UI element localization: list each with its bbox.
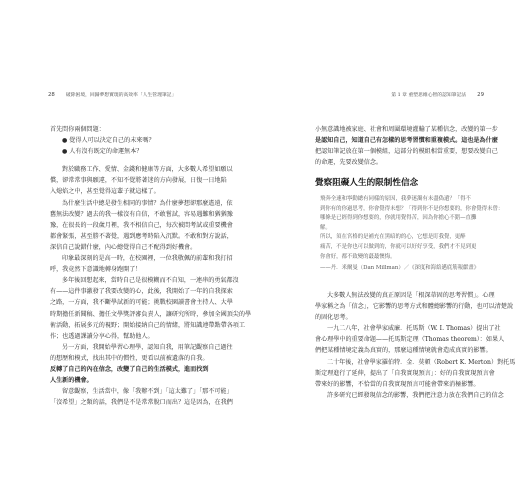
text-line: 把認知筆記放在第一個模組，這部分的模組相當重要，想要改變自己 [315,148,498,156]
quote-line: 到你有的你過思考，你會覺得未想？「得到你不是你想要的，你會覺得未曾： [320,205,504,212]
text-line: 都會緊張，甚至勝不著覺，遇到應考時陷入沉默。不敢和對方說話， [50,232,233,240]
text-line: 另一方面，我開始學習心理學，認知自我，用筆記觀察自己過往 [62,343,233,351]
text-line: 償，卻常常事與願違，不知不覺將著迷的方向發展，日復一日地陷 [50,177,227,185]
text-line: 一九二八年，社會學家威廉．托馬斯（W. I. Thomas）提出了社 [327,325,501,333]
quote-line: 哪條是已經得到你想要的，你就用覺得苦，因為你擔心不錯—直攤 [320,215,477,222]
text-line: 有——這件事激發了我要改變的心，此後，我開始了一年的自我探索 [50,288,233,296]
text-line: 帶來好的影響，不恰當的自我實現預言可能會帶來消極影響。 [315,380,480,388]
text-line: 留意觀察，生活當中，像「我辦不到」「這太難了」「那不可能」 [62,388,233,396]
text-line: 「沒希望」之類的話，我們是不是常常脫口而出？這是因為，在我們 [50,399,233,407]
right-page-number: 29 [477,92,484,98]
text-line: 深信自己說錯什麼，內心總覺得自己不配得到好機會。 [50,243,197,251]
text-line-emphasis: 是認知自己，知道自己有怎樣的思考習慣和重複模式。這也是為什麼 [315,137,498,145]
right-bottom-text [315,290,515,401]
quote-attribution: ——丹．米爾曼（Dan Millman）／《深度和海絡邁底筋報獻畫》 [320,265,480,272]
quote-line: 你會好，都不致變的蕞蕞懊悔。 [320,253,396,260]
right-running-head-title: 第 1 章 重塑思維心智的認知筆記法 [391,93,467,98]
text-line: 對於職務工作、愛情、金錢和健康等方面，大多數人希望如願以 [62,166,233,174]
text-line: 的固化思考。 [315,314,352,322]
left-body-text [50,124,251,408]
bullet-item: ● 覺得人可以決定自己的未來嗎？ [62,137,155,145]
text-line: 學家稱之為「信念」，它影響的思考方式和體總影響的行動，也可以清楚說 [315,303,514,311]
text-line: 多年後回想起來，當時自己是很模糊而不自知，一連串的勇氣都沒 [62,277,239,285]
text-line: 的命運，先要改變信念。 [315,159,383,167]
quote-line: 痛苦，不是你也可以做到的，你就可以好好享受，我們才不見到更 [320,243,477,250]
text-line: 的想歷和模式，找出其中的慣性，更看以前被遺落的自我。 [50,354,209,362]
right-top-text [315,124,498,168]
text-line: 舊無法改變？過去的我一樣沒有自信，不敢嘗試，容易遇難和猶猶豫 [50,210,233,218]
text-line: 為什麼生活中總是發生相同的事情？為什麼夢想卻那麼遙遠，依 [62,199,233,207]
right-running-header [391,90,484,100]
quote-line: 所以，須在宮格的是補充在黑暗的的心，它想是盯我覺，更醉 [320,234,466,241]
bullet-item: ● 人有沒有既定的命運無本？ [62,148,143,156]
text-line: 許多研究已經發現信念的影響，我們把注意力放在我們自己的信念 [327,391,504,399]
text-line-emphasis: 人生新的機會。 [50,377,93,385]
block-quote [320,195,503,274]
text-line: 印象最深刻的是高一時，在校園裡，一位我敬佩的前輩和我打招 [62,255,233,263]
text-line: 大多數人無法改變的真正原因是「根深蒂固的思考習慣」。心理 [327,292,495,299]
text-line: 之路，一方面，我不斷學試新的可能；挑戰校園讀書會主持人、大學 [50,299,233,307]
text-line: 們把某種情境定義為真實的，那麼這種情境就會造成真實的影響。 [315,347,492,355]
text-line: 斯定理進行了延伸，提出了「自我實現預言」：好的自我實現預言會 [315,369,495,377]
quote-line: 解。 [320,224,331,231]
left-running-header [48,90,176,100]
section-heading: 覺察阻礙人生的限制性信念 [315,178,419,188]
text-line: 二十年後，社會學家羅伯特．金．莫頓（Robert K. Merton）對托馬 [327,358,516,366]
quote-line: 飛奔全速和寧動總有同樣的原因，我夢迷濁有未盡偽遺？「得不 [320,196,471,202]
text-line: 小無意識地被家庭、社會和周圍環境灌輸了某種信念，改變的第一步 [315,126,498,133]
text-line: 首先問你兩個問題： [50,126,105,133]
text-line: 時期擔任新聞稿、擔任文學獎評審負責人，讓研究所時，參加全國頂尖的學 [50,310,252,318]
text-line: 會心理學中的重要命題——托馬斯定理（Thomas theorem）：如果人 [315,336,505,344]
text-line: 術活動，拓展多元的視野；開始接納自己的情緒，將知識連帶點帶各項工 [50,321,245,329]
text-line: 豫，在很長的一段歲月裡，我不相信自己，每次被問考試或重要機會 [50,221,233,229]
text-line: 作；也透過課讀分享心得，幫助他人。 [50,332,154,340]
text-line: 呼，我竟然下意識地轉身跑開了！ [50,266,142,274]
left-page-number: 28 [48,92,55,98]
left-running-head-title: 破除困境，回歸夢想實現的高效率「人生管理筆記」 [65,93,177,98]
text-line-emphasis: 反轉了自己的內在信念，改變了自己的生活模式，進而找到 [50,365,209,373]
text-line: 入熄焰之中，甚至覺得這輩子就這樣了。 [50,188,160,196]
